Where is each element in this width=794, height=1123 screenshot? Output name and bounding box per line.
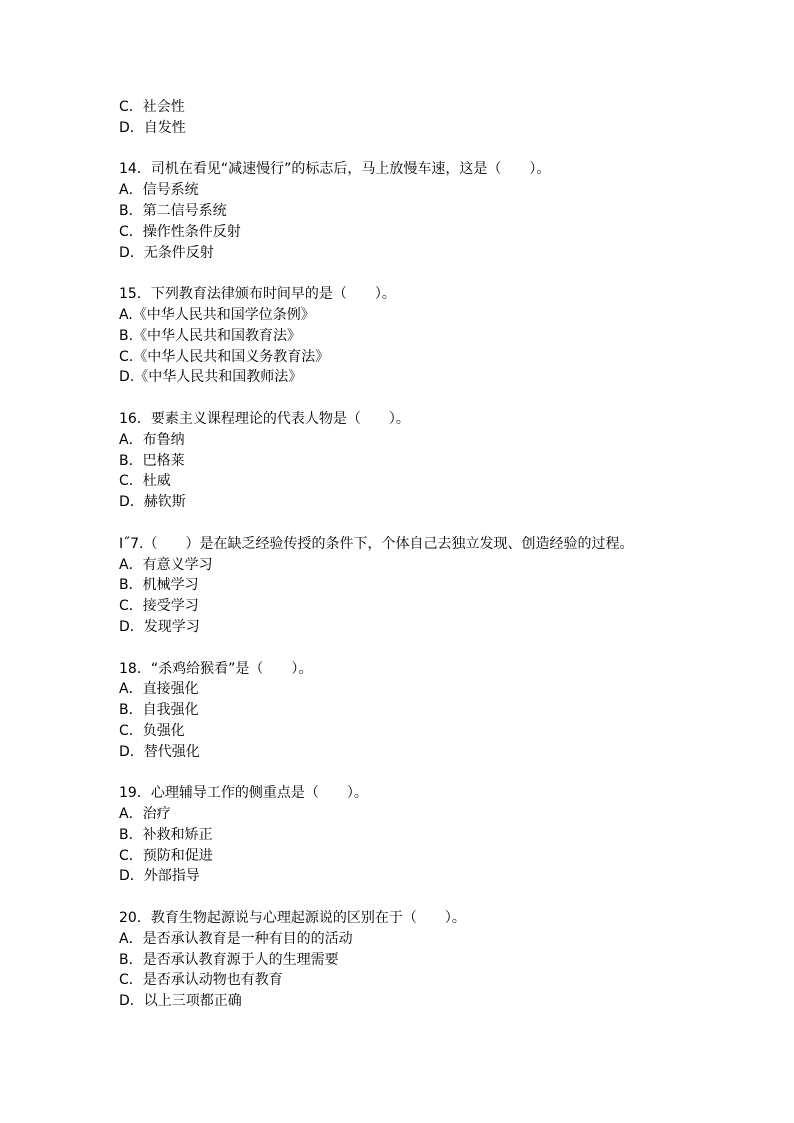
question-16: 16．要素主义课程理论的代表人物是（ ）。: [119, 410, 410, 427]
spacer: [119, 139, 759, 160]
option-b-q14: B．第二信号系统: [119, 202, 227, 219]
spacer: [119, 763, 759, 784]
question-20: 20．教育生物起源说与心理起源说的区别在于（ ）。: [119, 910, 466, 927]
option-b-q19: B．补救和矫正: [119, 826, 213, 843]
option-d-q13: D．自发性: [119, 119, 186, 136]
option-c-q14: C．操作性条件反射: [119, 223, 241, 240]
option-c-q17: C．接受学习: [119, 598, 199, 615]
option-a-q19: A．治疗: [119, 806, 171, 823]
option-c-q18: C．负强化: [119, 722, 185, 739]
spacer: [119, 638, 759, 659]
option-b-q16: B．巴格莱: [119, 452, 185, 469]
option-a-q15: A.《中华人民共和国学位条例》: [119, 306, 315, 323]
option-a-q20: A．是否承认教育是一种有目的的活动: [119, 930, 353, 947]
option-a-q17: A．有意义学习: [119, 556, 213, 573]
option-c-q16: C．杜威: [119, 473, 171, 490]
option-c-q13: C．社会性: [119, 99, 185, 115]
option-c-q19: C．预防和促进: [119, 847, 213, 864]
option-b-q17: B．机械学习: [119, 577, 199, 594]
option-d-q19: D．外部指导: [119, 868, 200, 885]
spacer: [119, 263, 759, 284]
option-d-q16: D．赫钦斯: [119, 494, 186, 511]
option-a-q14: A．信号系统: [119, 182, 199, 199]
option-d-q17: D．发现学习: [119, 618, 200, 635]
option-c-q15: C.《中华人民共和国义务教育法》: [119, 348, 330, 365]
option-d-q18: D．替代强化: [119, 743, 200, 760]
option-b-q15: B.《中华人民共和国教育法》: [119, 327, 302, 344]
option-b-q20: B．是否承认教育源于人的生理需要: [119, 951, 339, 968]
question-15: 15．下列教育法律颁布时间早的是（ ）。: [119, 286, 396, 303]
spacer: [119, 388, 759, 409]
question-19: 19．心理辅导工作的侧重点是（ ）。: [119, 785, 368, 802]
question-14: 14．司机在看见“减速慢行”的标志后，马上放慢车速，这是（ ）。: [119, 161, 551, 178]
spacer: [119, 513, 759, 534]
spacer: [119, 887, 759, 908]
document-page: [119, 97, 759, 1012]
option-d-q14: D．无条件反射: [119, 244, 214, 261]
question-17: I˝7.（ ）是在缺乏经验传授的条件下，个体自己去独立发现、创造经验的过程。: [119, 535, 634, 552]
option-a-q16: A．布鲁纳: [119, 431, 185, 448]
option-d-q15: D.《中华人民共和国教师法》: [119, 369, 303, 386]
option-d-q20: D．以上三项都正确: [119, 993, 242, 1010]
option-a-q18: A．直接强化: [119, 681, 199, 698]
option-b-q18: B．自我强化: [119, 702, 199, 719]
question-18: 18．“杀鸡给猴看”是（ ）。: [119, 660, 313, 677]
option-c-q20: C．是否承认动物也有教育: [119, 972, 283, 989]
